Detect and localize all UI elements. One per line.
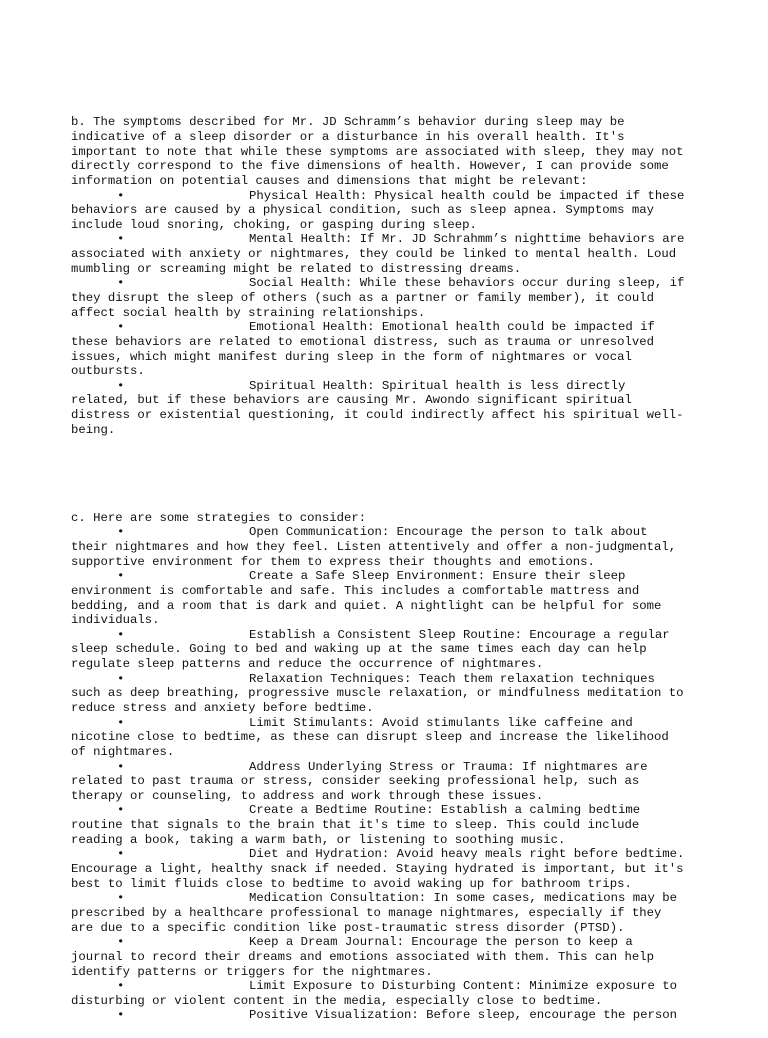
bullet-icon: • <box>117 1008 125 1023</box>
list-item-heading-text: Keep a Dream Journal: Encourage the person to keep a <box>249 935 633 950</box>
intro-line: indicative of a sleep disorder or a disturbance in his overall health. It's <box>71 129 625 144</box>
list-item-first-line <box>71 716 701 731</box>
list-item <box>71 276 701 320</box>
list-item <box>71 1008 701 1023</box>
list-item <box>71 672 701 716</box>
list-item-first-line <box>71 979 701 994</box>
intro-line: information on potential causes and dimensions that might be relevant: <box>71 173 588 188</box>
list-item-heading-text: Diet and Hydration: Avoid heavy meals right before bedtime. <box>249 847 685 862</box>
bullet-icon: • <box>117 847 125 862</box>
list-item-continuation-line: prescribed by a healthcare professional to manage nightmares, especially if they <box>71 905 662 920</box>
bullet-icon: • <box>117 188 125 203</box>
list-item-continuation-line: issues, which might manifest during sleep in the form of nightmares or vocal <box>71 349 632 364</box>
bullet-icon: • <box>117 979 125 994</box>
list-item <box>71 189 701 233</box>
list-item-first-line <box>71 232 701 247</box>
list-item <box>71 935 701 979</box>
list-item-heading-text: Medication Consultation: In some cases, medications may be <box>249 891 678 906</box>
list-item-first-line <box>71 803 701 818</box>
section-b <box>71 115 701 437</box>
list-item <box>71 320 701 379</box>
list-item-heading-text: Physical Health: Physical health could be impacted if these <box>249 188 685 203</box>
list-item-continuation-line: individuals. <box>71 613 160 628</box>
list-item <box>71 232 701 276</box>
list-item-continuation-line: regulate sleep patterns and reduce the occurrence of nightmares. <box>71 657 544 672</box>
list-item-first-line <box>71 379 701 394</box>
list-item-heading-text: Mental Health: If Mr. JD Schrahmm’s nighttime behaviors are <box>249 232 685 247</box>
list-item <box>71 847 701 891</box>
list-item-continuation-line: supportive environment for them to express their thoughts and emotions. <box>71 554 595 569</box>
bullet-icon: • <box>117 935 125 950</box>
list-item-first-line <box>71 276 701 291</box>
list-item-continuation-line: therapy or counseling, to address and work through these issues. <box>71 788 544 803</box>
bullet-icon: • <box>117 569 125 584</box>
list-item-first-line <box>71 672 701 687</box>
intro-line: directly correspond to the five dimensions of health. However, I can provide some <box>71 159 669 174</box>
list-item-heading-text: Positive Visualization: Before sleep, encourage the person <box>249 1008 678 1023</box>
bullet-icon: • <box>117 378 125 393</box>
list-item-first-line <box>71 891 701 906</box>
bullet-icon: • <box>117 803 125 818</box>
list-item-heading-text: Emotional Health: Emotional health could be impacted if <box>249 320 655 335</box>
intro-line: c. Here are some strategies to consider: <box>71 510 367 525</box>
document-body <box>71 86 701 1038</box>
list-item-first-line <box>71 628 701 643</box>
list-item-continuation-line: these behaviors are related to emotional distress, such as trauma or unresolved <box>71 334 654 349</box>
list-item-continuation-line: are due to a specific condition like post-traumatic stress disorder (PTSD). <box>71 920 625 935</box>
list-item-continuation-line: identify patterns or triggers for the nightmares. <box>71 964 433 979</box>
list-item-continuation-line: outbursts. <box>71 364 145 379</box>
list-item <box>71 716 701 760</box>
list-item-continuation-line: reduce stress and anxiety before bedtime. <box>71 701 374 715</box>
list-item-continuation-line: include loud snoring, choking, or gasping during sleep. <box>71 217 477 232</box>
list-item-heading-text: Spiritual Health: Spiritual health is less directly <box>249 378 626 393</box>
list-item-continuation-line: affect social health by straining relationships. <box>71 305 426 320</box>
section-spacer <box>71 467 701 482</box>
list-item-continuation-line: related, but if these behaviors are causing Mr. Awondo significant spiritual <box>71 393 632 408</box>
bullet-icon: • <box>117 232 125 247</box>
intro-line: important to note that while these symptoms are associated with sleep, they may not <box>71 144 684 159</box>
list-item-heading-text: Create a Safe Sleep Environment: Ensure their sleep <box>249 569 626 584</box>
list-item-continuation-line: associated with anxiety or nightmares, they could be linked to mental health. Loud <box>71 247 677 262</box>
list-item-first-line <box>71 935 701 950</box>
list-item-heading-text: Limit Stimulants: Avoid stimulants like caffeine and <box>249 715 633 730</box>
list-item-continuation-line: sleep schedule. Going to bed and waking up at the same times each day can help <box>71 642 647 657</box>
list-item-continuation-line: being. <box>71 422 116 437</box>
list-item <box>71 803 701 847</box>
bullet-icon: • <box>117 320 125 335</box>
list-item-continuation-line: bedding, and a room that is dark and quiet. A nightlight can be helpful for some <box>71 598 662 613</box>
list-item-continuation-line: Encourage a light, healthy snack if needed. Staying hydrated is important, but it's <box>71 862 684 877</box>
list-item <box>71 979 701 1008</box>
section-c <box>71 511 701 1023</box>
list-item-first-line <box>71 569 701 584</box>
list-item-heading-text: Open Communication: Encourage the person to talk about <box>249 525 648 540</box>
list-item-continuation-line: environment is comfortable and safe. This includes a comfortable mattress and <box>71 583 640 598</box>
list-item <box>71 379 701 438</box>
bullet-icon: • <box>117 891 125 906</box>
list-item-continuation-line: behaviors are caused by a physical condition, such as sleep apnea. Symptoms may <box>71 203 654 218</box>
list-item <box>71 525 701 569</box>
list-item-continuation-line: they disrupt the sleep of others (such as a partner or family member), it could <box>71 291 654 305</box>
list-item-first-line <box>71 760 701 775</box>
bullet-icon: • <box>117 276 125 291</box>
intro-line: b. The symptoms described for Mr. JD Schramm’s behavior during sleep may be <box>71 115 625 130</box>
bullet-icon: • <box>117 525 125 540</box>
list-item-first-line <box>71 189 701 204</box>
list-item <box>71 628 701 672</box>
list-item <box>71 760 701 804</box>
list-item-continuation-line: journal to record their dreams and emotions associated with them. This can help <box>71 949 654 964</box>
list-item-continuation-line: such as deep breathing, progressive muscle relaxation, or mindfulness meditation to <box>71 686 684 701</box>
list-item-first-line <box>71 320 701 335</box>
list-item-continuation-line: disturbing or violent content in the media, especially close to bedtime. <box>71 993 603 1008</box>
list-item-first-line <box>71 525 701 540</box>
list-item-continuation-line: mumbling or screaming might be related to distressing dreams. <box>71 261 522 276</box>
list-item-heading-text: Social Health: While these behaviors occur during sleep, if <box>249 276 685 291</box>
list-item <box>71 891 701 935</box>
list-item-first-line <box>71 847 701 862</box>
list-item-continuation-line: best to limit fluids close to bedtime to avoid waking up for bathroom trips. <box>71 876 632 891</box>
bullet-icon: • <box>117 627 125 642</box>
bullet-icon: • <box>117 715 125 730</box>
list-item-continuation-line: reading a book, taking a warm bath, or listening to soothing music. <box>71 832 566 847</box>
list-item-heading-text: Create a Bedtime Routine: Establish a calming bedtime <box>249 803 641 818</box>
bullet-icon: • <box>117 671 125 686</box>
list-item <box>71 569 701 628</box>
list-item-continuation-line: of nightmares. <box>71 744 175 759</box>
bullet-icon: • <box>117 759 125 774</box>
list-item-continuation-line: distress or existential questioning, it could indirectly affect his spiritual well- <box>71 408 684 423</box>
list-item-continuation-line: routine that signals to the brain that it's time to sleep. This could include <box>71 818 640 833</box>
list-item-heading-text: Establish a Consistent Sleep Routine: Encourage a regular <box>249 627 670 642</box>
list-item-heading-text: Address Underlying Stress or Trauma: If nightmares are <box>249 759 648 774</box>
list-item-continuation-line: their nightmares and how they feel. Listen attentively and offer a non-judgmental, <box>71 539 677 554</box>
list-item-heading-text: Limit Exposure to Disturbing Content: Minimize exposure to <box>249 979 678 994</box>
list-item-first-line <box>71 1008 701 1023</box>
list-item-continuation-line: nicotine close to bedtime, as these can disrupt sleep and increase the likelihood <box>71 730 669 745</box>
list-item-continuation-line: related to past trauma or stress, consider seeking professional help, such as <box>71 774 640 789</box>
list-item-heading-text: Relaxation Techniques: Teach them relaxation techniques <box>249 671 655 686</box>
